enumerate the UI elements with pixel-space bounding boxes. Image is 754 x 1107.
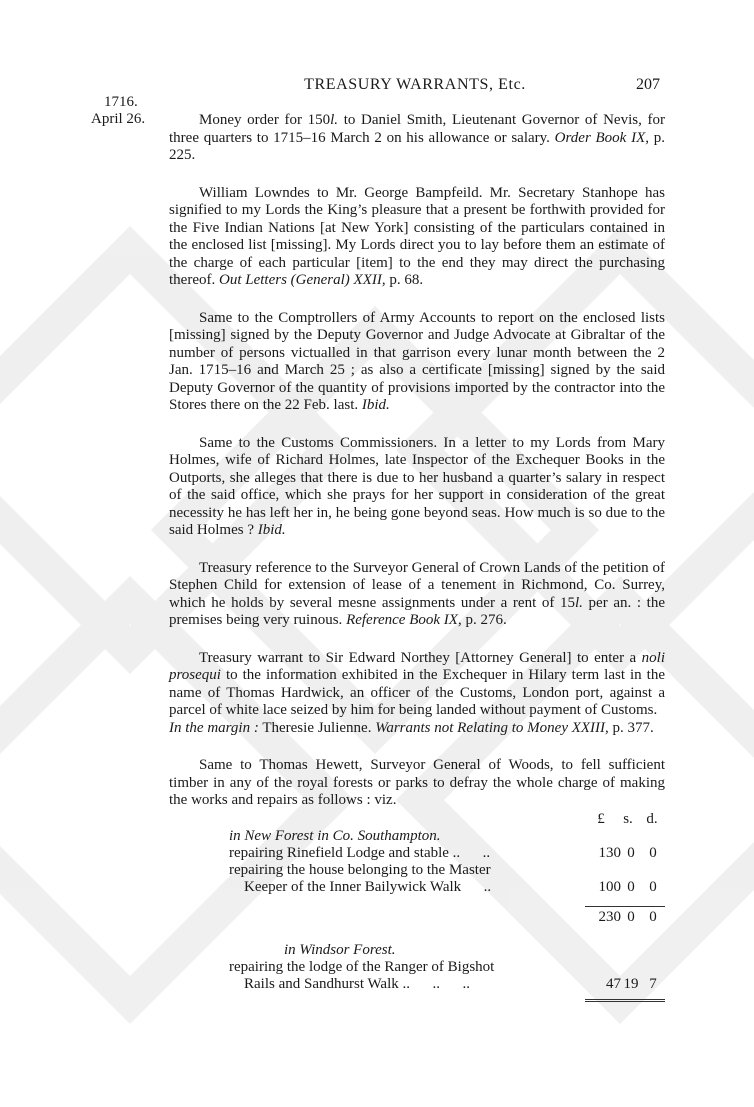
entry-customs-commissioners: Same to the Customs Commissioners. In a letter to my Lords from Mary Holmes, wife of Richard Holmes, late Inspector of the Exchequer Books in the Outports, she alleges that there is due to her husband a quarter’s salary in respect of the said office, which she prays for her support in consideration of the great necessity he has left her in, he being gone beyond seas. How much is so due to the said Holmes ? Ibid. (169, 434, 665, 538)
entry-army-accounts: Same to the Comptrollers of Army Accounts to report on the enclosed lists [missing] signed by the Deputy Governor and Judge Advocate at Gibraltar of the number of persons victualled in that garrison every lunar month between the 2 Jan. 1715–16 and March 25 ; as also a certificate [missing] signed by the said Deputy Governor of the quantity of provisions imported by the contractor into the Stores there on the 22 Feb. last. Ibid. (169, 309, 665, 413)
section-heading: in New Forest in Co. Southampton. (229, 827, 441, 844)
section-heading: in Windsor Forest. (284, 941, 396, 958)
source-reference: Ibid. (257, 522, 286, 538)
account-table (169, 810, 665, 1002)
entry-money-order: Money order for 150l. to Daniel Smith, Lieutenant Governor of Nevis, for three quarters to 1715–16 March 2 on his allowance or salary. Order Book IX, p. 225. (169, 112, 665, 163)
entry-treasury-warrant: Treasury warrant to Sir Edward Northey [Attorney General] to enter a noli prosequi to the information exhibited in the Exchequer in Hilary term last in the name of Thomas Hardwick, an officer of the Customs, London port, against a parcel of white lace seized by him for being landed without payment of Customs. (169, 649, 665, 718)
source-reference: Order Book IX (554, 129, 646, 146)
entry-surveyor-woods: Same to Thomas Hewett, Surveyor General of Woods, to fell sufficient timber in any of the royal forests or parks to defray the whole charge of making the works and repairs as follows : viz. (169, 757, 665, 808)
source-reference: Out Letters (General) XXII (218, 272, 382, 288)
source-reference: Reference Book IX (346, 612, 458, 628)
document-body (169, 112, 665, 1002)
pence-header: d. (646, 810, 658, 827)
entry-lowndes-letter: William Lowndes to Mr. George Bampfeild. Mr. Secretary Stanhope has signified to my Lords the King’s pleasure that a present be forthwith provided for the Five Indian Nations [at New York] consisting of the particulars contained in the enclosed list [missing]. My Lords direct you to lay before them an estimate of the charge of each particular [item] to the end they may direct the purchasing thereof. Out Letters (General) XXII, p. 68. (169, 184, 665, 288)
account-row-line2: Rails and Sandhurst Walk .. .. .. 47 19 7 (244, 975, 657, 992)
account-row-line1: repairing the lodge of the Ranger of Bigshot (229, 958, 495, 975)
account-row-line1: repairing the house belonging to the Master (229, 861, 491, 878)
margin-year: 1716. (104, 94, 138, 110)
account-row: repairing Rinefield Lodge and stable .. .. 130 0 0 (229, 844, 657, 861)
entry-margin-note: In the margin : Theresie Julienne. Warrants not Relating to Money XXIII, p. 377. (169, 719, 654, 736)
margin-date: April 26. (91, 111, 146, 127)
entry-treasury-reference: Treasury reference to the Surveyor General of Crown Lands of the petition of Stephen Child for extension of lease of a tenement in Richmond, Co. Surrey, which he holds by several mesne assignments under a rent of 15l. per an. : the premises being very ruinous. Reference Book IX, p. 276. (169, 559, 665, 628)
section-total: 230 0 0 (598, 908, 657, 925)
subtotal-rule (585, 906, 665, 907)
shillings-header: s. (623, 810, 633, 827)
source-reference: Warrants not Relating to Money XXIII (375, 719, 606, 736)
currency-headers (169, 810, 665, 828)
account-row-line2: Keeper of the Inner Bailywick Walk .. 100 0 0 (244, 878, 657, 895)
total-double-rule (585, 999, 665, 1002)
pounds-header: £ (597, 810, 605, 827)
source-reference: Ibid. (361, 397, 390, 413)
running-title: TREASURY WARRANTS, Etc. (304, 76, 526, 93)
running-header (170, 76, 660, 98)
page-number: 207 (636, 76, 660, 93)
